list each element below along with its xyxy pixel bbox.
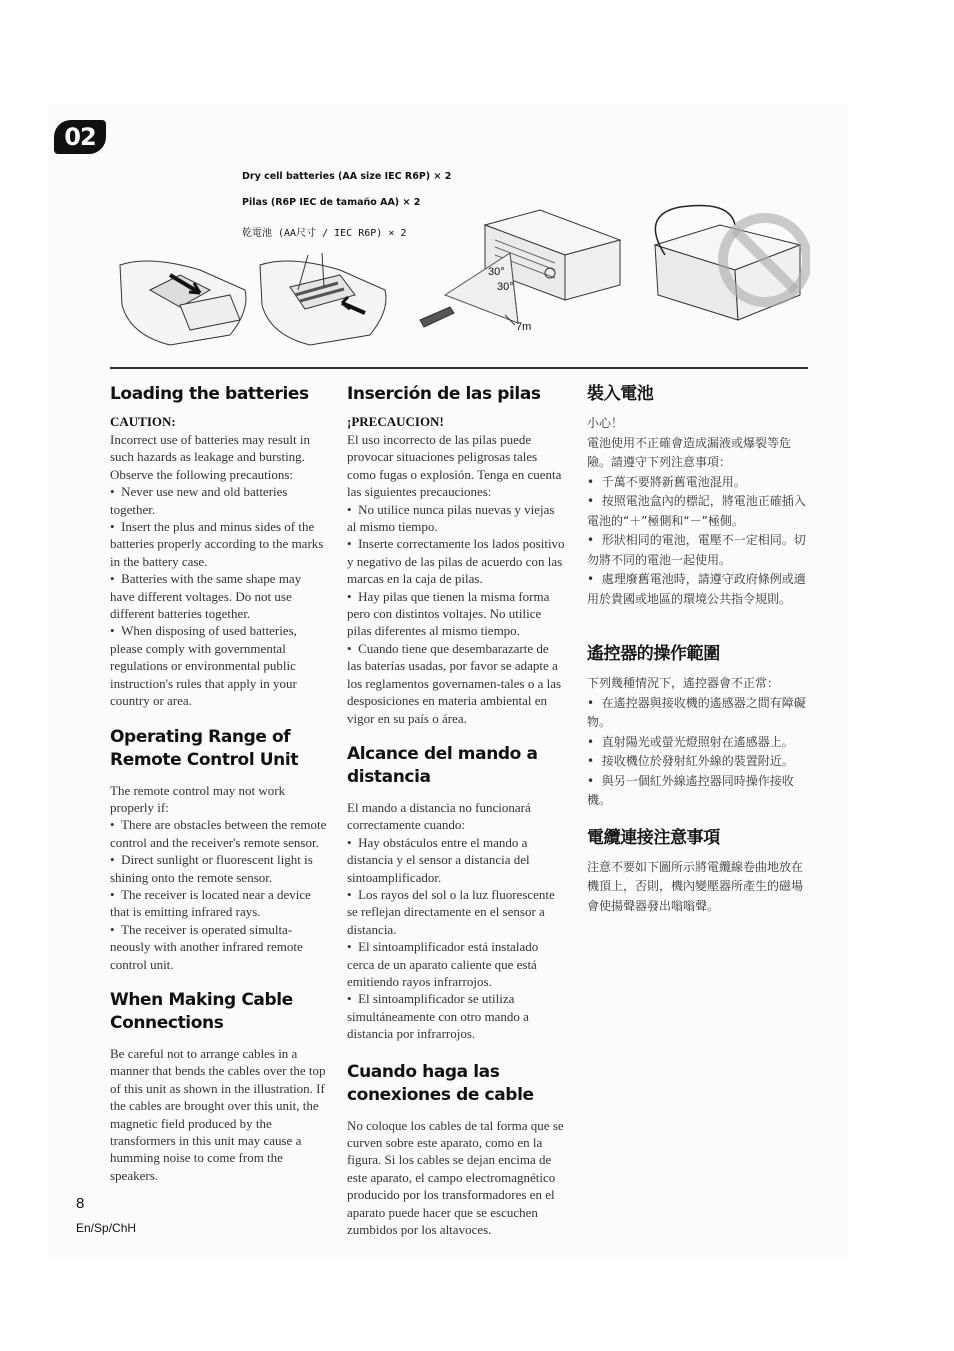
bullet-item: • The receiver is operated simulta-neously with another infrared remote control unit. xyxy=(110,921,328,973)
heading-insercion-pilas: Inserción de las pilas xyxy=(347,384,541,404)
illustration xyxy=(110,195,810,355)
bullet-item: • Hay obstáculos entre el mando a distancia y el sensor a distancia del sintoamplificador. xyxy=(347,834,565,886)
paragraph: No coloque los cables de tal forma que se curven sobre este aparato, como en la figura. Si los cables se dejan encima de este aparato, el campo electromagnético producido por los transformadores en el aparato puede hacer que se escuchen zumbidos por los altavoces. xyxy=(347,1117,564,1238)
bullet-item: • Direct sunlight or fluorescent light is shining onto the remote sensor. xyxy=(110,851,328,886)
chapter-badge: 02 xyxy=(54,120,106,154)
bullet-item: • El sintoamplificador se utiliza simultáneamente con otro mando a distancia por infrarrojos. xyxy=(347,990,565,1042)
battery-label-es: Pilas (R6P IEC de tamaño AA) × 2 xyxy=(242,197,421,208)
paragraph: The remote control may not work properly if: xyxy=(110,782,286,815)
bullet-item: • El sintoamplificador está instalado cerca de un aparato caliente que está emitiendo rayos infrarrojos. xyxy=(347,938,565,990)
paragraph: Incorrect use of batteries may result in such hazards as leakage and bursting. Observe the following precautions: xyxy=(110,432,310,482)
distance-label: 7m xyxy=(516,321,532,333)
bullet-item: • 直射陽光或螢光燈照射在遙感器上。 xyxy=(587,733,809,753)
page-number: 8 xyxy=(76,1195,85,1212)
bullet-item: • Inserte correctamente los lados positivo y negativo de las pilas de acuerdo con las marcas en la caja de pilas. xyxy=(347,535,565,587)
bullet-item: • Cuando tiene que desembarazarte de las baterías usadas, por favor se adapte a los reglamentos governamen-tales o a las desposiciones en materia ambiental en vigor en su país o área. xyxy=(347,640,565,727)
heading-loading-batteries: Loading the batteries xyxy=(110,384,309,404)
heading-operating-range: Operating Range of Remote Control Unit xyxy=(110,726,299,770)
remote-battery-cover-illustration xyxy=(120,261,246,345)
bullet-item: • When disposing of used batteries, please comply with governmental regulations or environmental public instruction's rules that apply in your country or area. xyxy=(110,622,328,709)
remote-battery-insert-illustration xyxy=(260,253,386,345)
heading-zh-range: 遙控器的操作範圍 xyxy=(587,644,720,664)
bullet-item: • 與另一個紅外線遙控器同時操作接收機。 xyxy=(587,772,809,811)
bullet-item: • 處理廢舊電池時，請遵守政府條例或適用於貴國或地區的環境公共指令規則。 xyxy=(587,570,809,609)
bullet-item: • Hay pilas que tienen la misma forma pero con distintos voltajes. No utilice pilas diferentes al mismo tiempo. xyxy=(347,588,565,640)
bullet-item: • Insert the plus and minus sides of the batteries properly according to the marks in the battery case. xyxy=(110,518,328,570)
bullet-item: • No utilice nunca pilas nuevas y viejas al mismo tiempo. xyxy=(347,501,565,536)
paragraph: El uso incorrecto de las pilas puede provocar situaciones peligrosas tales como fugas o explosión. Tenga en cuenta las siguientes precauciones: xyxy=(347,432,562,500)
heading-zh-cable: 電纜連接注意事項 xyxy=(587,827,720,848)
paragraph: 下列幾種情況下，遙控器會不正常： xyxy=(587,676,780,690)
heading-cable-connections: When Making Cable Connections xyxy=(110,989,293,1033)
bullet-item: • Los rayos del sol o la luz fluorescente se reflejan directamente en el sensor a distancia. xyxy=(347,886,565,938)
bullet-item: • 千萬不要將新舊電池混用。 xyxy=(587,473,809,493)
bullet-item: • 在遙控器與接收機的遙感器之間有障礙物。 xyxy=(587,694,809,733)
angle-label-bottom: 30° xyxy=(497,281,514,293)
bullet-item: • 形狀相同的電池，電壓不一定相同。切勿將不同的電池一起使用。 xyxy=(587,531,809,570)
bullet-item: • 接收機位於發射紅外線的裝置附近。 xyxy=(587,752,809,772)
language-code: En/Sp/ChH xyxy=(76,1221,137,1235)
heading-alcance-mando: Alcance del mando a distancia xyxy=(347,743,538,787)
section-divider xyxy=(110,367,808,369)
angle-label-top: 30° xyxy=(488,266,505,278)
paragraph: 電池使用不正確會造成漏液或爆裂等危險。請遵守下列注意事項： xyxy=(587,435,792,469)
column-chinese xyxy=(587,383,809,916)
cable-warning-illustration xyxy=(655,205,807,320)
paragraph: Be careful not to arrange cables in a manner that bends the cables over the top of this unit as shown in the illustration. If the cables are brought over this unit, the magnetic field produced by the transformers in this unit may cause a humming noise to come from the speakers. xyxy=(110,1045,326,1183)
caution-label: ¡PRECAUCION! xyxy=(347,414,444,429)
caution-label: 小心！ xyxy=(587,416,624,430)
column-english xyxy=(110,383,328,1184)
bullet-item: • Never use new and old batteries together. xyxy=(110,483,328,518)
battery-label-en: Dry cell batteries (AA size IEC R6P) × 2 xyxy=(242,171,452,182)
battery-label-zh: 乾電池 (AA尺寸 / IEC R6P) × 2 xyxy=(242,228,407,239)
column-spanish xyxy=(347,383,565,1238)
caution-label: CAUTION: xyxy=(110,414,176,429)
paragraph: 注意不要如下圖所示將電纜線卷曲地放在機頂上，否則，機內變壓器所產生的磁場會使揚聲器發出嗡嗡聲。 xyxy=(587,859,804,913)
bullet-item: • 按照電池盒內的標記，將電池正確插入電池的“＋”極側和“－”極側。 xyxy=(587,492,809,531)
bullet-item: • Batteries with the same shape may have different voltages. Do not use different batteries together. xyxy=(110,570,328,622)
heading-zh-batteries: 裝入電池 xyxy=(587,384,654,404)
bullet-item: • The receiver is located near a device that is emitting infrared rays. xyxy=(110,886,328,921)
bullet-item: • There are obstacles between the remote control and the receiver's remote sensor. xyxy=(110,816,328,851)
paragraph: El mando a distancia no funcionará correctamente cuando: xyxy=(347,799,531,833)
heading-conexiones-cable: Cuando haga las conexiones de cable xyxy=(347,1061,534,1105)
